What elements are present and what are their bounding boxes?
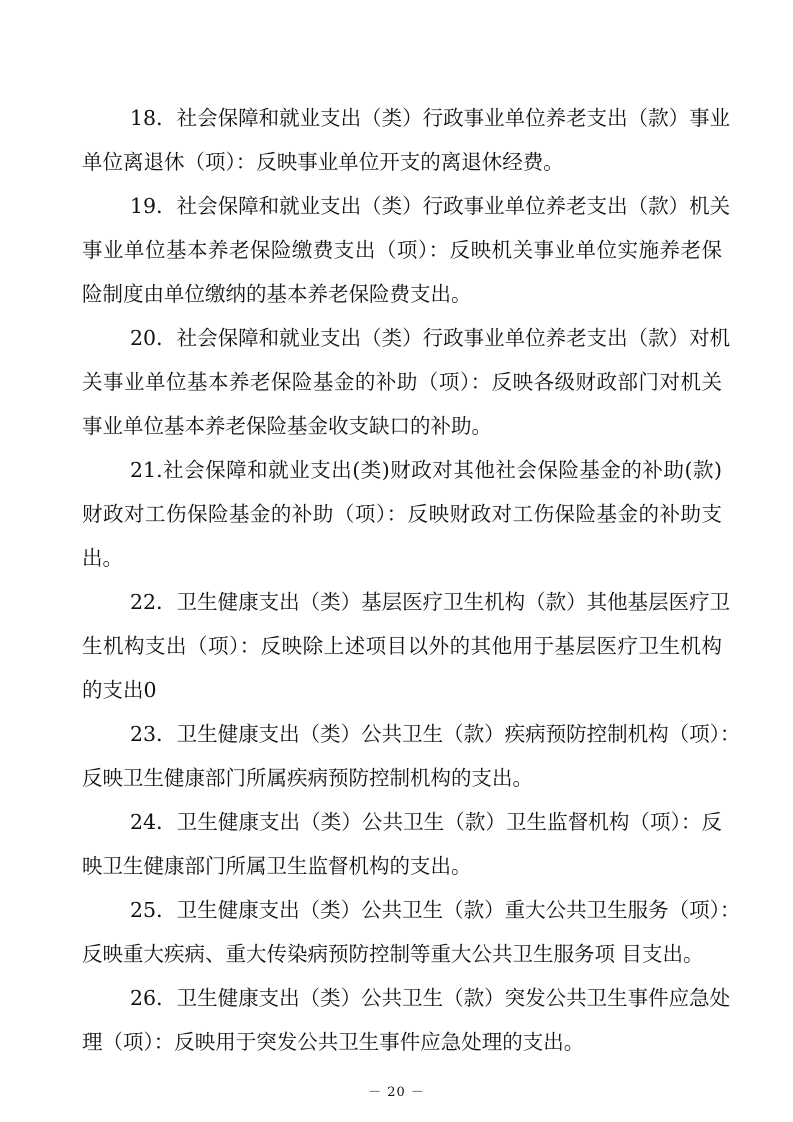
paragraph-25-line-1: 25．卫生健康支出（类）公共卫生（款）重大公共卫生服务（项）： <box>130 898 741 922</box>
paragraph-20-line-3: 事业单位基本养老保险基金收支缺口的补助。 <box>82 414 492 438</box>
paragraph-26-line-1: 26．卫生健康支出（类）公共卫生（款）突发公共卫生事件应急处 <box>130 986 731 1010</box>
paragraph-26-line-2: 理（项）：反映用于突发公共卫生事件应急处理的支出。 <box>82 1030 585 1054</box>
paragraph-20-line-2: 关事业单位基本养老保险基金的补助（项）：反映各级财政部门对机关 <box>82 370 722 394</box>
paragraph-22-line-1: 22．卫生健康支出（类）基层医疗卫生机构（款）其他基层医疗卫 <box>130 590 731 614</box>
paragraph-19-line-2: 事业单位基本养老保险缴费支出（项）：反映机关事业单位实施养老保 <box>82 238 722 262</box>
paragraph-18-line-1: 18．社会保障和就业支出（类）行政事业单位养老支出（款）事业 <box>130 106 731 130</box>
paragraph-19-line-3: 险制度由单位缴纳的基本养老保险费支出。 <box>82 282 472 306</box>
paragraph-20-line-1: 20．社会保障和就业支出（类）行政事业单位养老支出（款）对机 <box>130 326 731 350</box>
paragraph-21-line-1: 21.社会保障和就业支出(类)财政对其他社会保险基金的补助(款) <box>130 458 722 482</box>
paragraph-24-line-2: 映卫生健康部门所属卫生监督机构的支出。 <box>82 854 472 878</box>
paragraph-22-line-2: 生机构支出（项）：反映除上述项目以外的其他用于基层医疗卫生机构 <box>82 634 722 658</box>
paragraph-22-line-3: 的支出0 <box>82 678 157 702</box>
paragraph-23-line-2: 反映卫生健康部门所属疾病预防控制机构的支出。 <box>82 766 533 790</box>
paragraph-25-line-2: 反映重大疾病、重大传染病预防控制等重大公共卫生服务项 目支出。 <box>82 942 704 966</box>
paragraph-19-line-1: 19．社会保障和就业支出（类）行政事业单位养老支出（款）机关 <box>130 194 731 218</box>
paragraph-21-line-3: 出。 <box>82 546 123 570</box>
paragraph-18-line-2: 单位离退休（项）：反映事业单位开支的离退休经费。 <box>82 150 564 174</box>
page-number: － 20 － <box>368 1085 425 1100</box>
paragraph-23-line-1: 23．卫生健康支出（类）公共卫生（款）疾病预防控制机构（项）： <box>130 722 741 746</box>
paragraph-21-line-2: 财政对工伤保险基金的补助（项）：反映财政对工伤保险基金的补助支 <box>82 502 722 526</box>
paragraph-24-line-1: 24．卫生健康支出（类）公共卫生（款）卫生监督机构（项）：反 <box>130 810 722 834</box>
